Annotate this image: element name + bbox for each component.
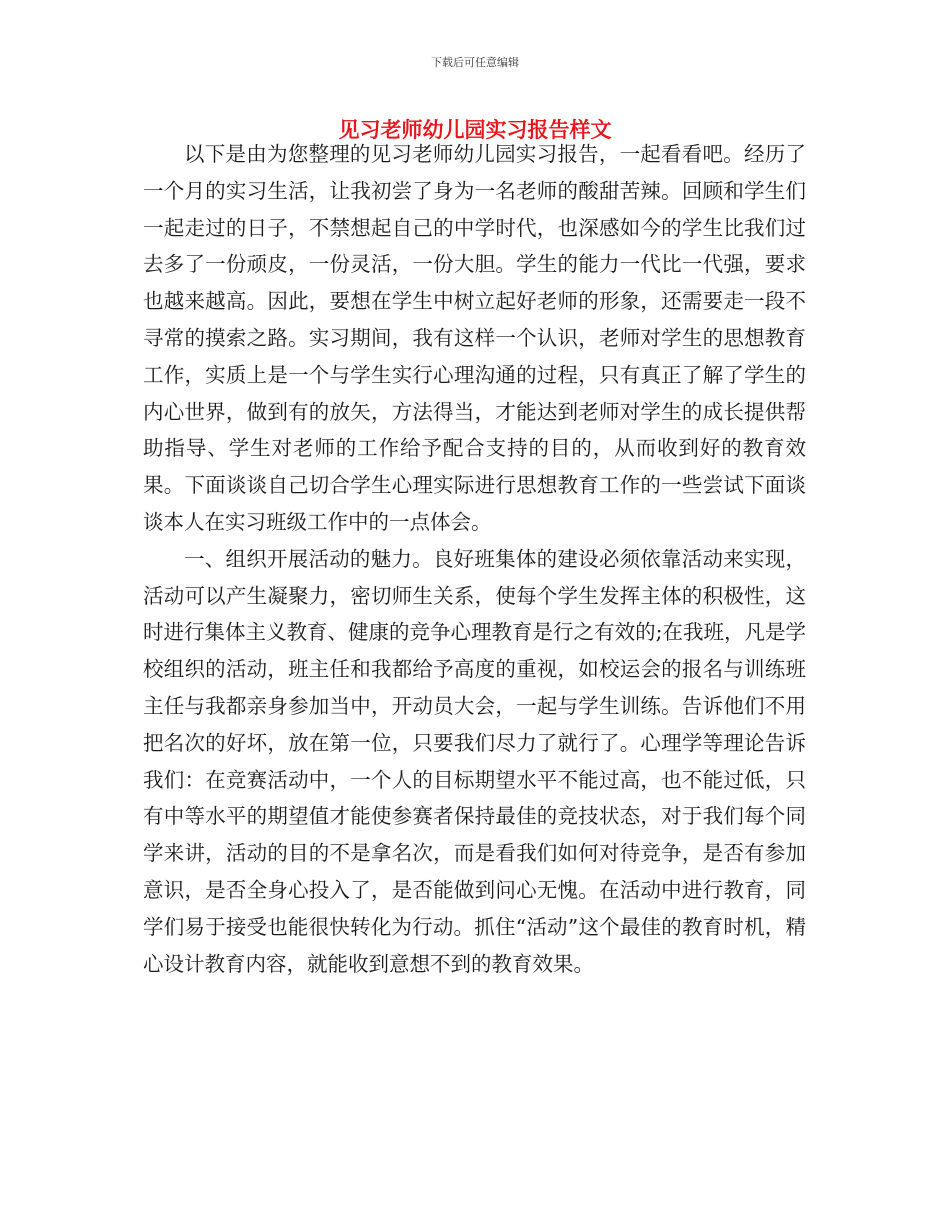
paragraph-intro: 以下是由为您整理的见习老师幼儿园实习报告，一起看看吧。经历了一个月的实习生活，让我初尝了身为一名老师的酸甜苦辣。回顾和学生们一起走过的日子，不禁想起自己的中学时代，也深感如今的学生比我们过去多了一份顽皮，一份灵活，一份大胆。学生的能力一代比一代强，要求也越来越高。因此，要想在学生中树立起好老师的形象，还需要走一段不寻常的摸索之路。实习期间，我有这样一个认识，老师对学生的思想教育工作，实质上是一个与学生实行心理沟通的过程，只有真正了解了学生的内心世界，做到有的放矢，方法得当，才能达到老师对学生的成长提供帮助指导、学生对老师的工作给予配合支持的目的，从而收到好的教育效果。下面谈谈自己切合学生心理实际进行思想教育工作的一些尝试下面谈谈本人在实习班级工作中的一点体会。 [143, 142, 806, 534]
document-title: 见习老师幼儿园实习报告样文 [338, 117, 612, 142]
page-header: 下载后可任意编辑 [431, 56, 519, 69]
document-body [143, 136, 806, 982]
paragraph-activities: 一、组织开展活动的魅力。良好班集体的建设必须依靠活动来实现，活动可以产生凝聚力，密切师生关系，使每个学生发挥主体的积极性，这时进行集体主义教育、健康的竞争心理教育是行之有效的;在我班，凡是学校组织的活动，班主任和我都给予高度的重视，如校运会的报名与训练班主任与我都亲身参加当中，开动员大会，一起与学生训练。告诉他们不用把名次的好坏，放在第一位，只要我们尽力了就行了。心理学等理论告诉我们：在竞赛活动中，一个人的目标期望水平不能过高，也不能过低，只有中等水平的期望值才能使参赛者保持最佳的竞技状态，对于我们每个同学来讲，活动的目的不是拿名次，而是看我们如何对待竞争，是否有参加意识，是否全身心投入了，是否能做到问心无愧。在活动中进行教育，同学们易于接受也能很快转化为行动。抓住“活动”这个最佳的教育时机，精心设计教育内容，就能收到意想不到的教育效果。 [143, 546, 806, 976]
